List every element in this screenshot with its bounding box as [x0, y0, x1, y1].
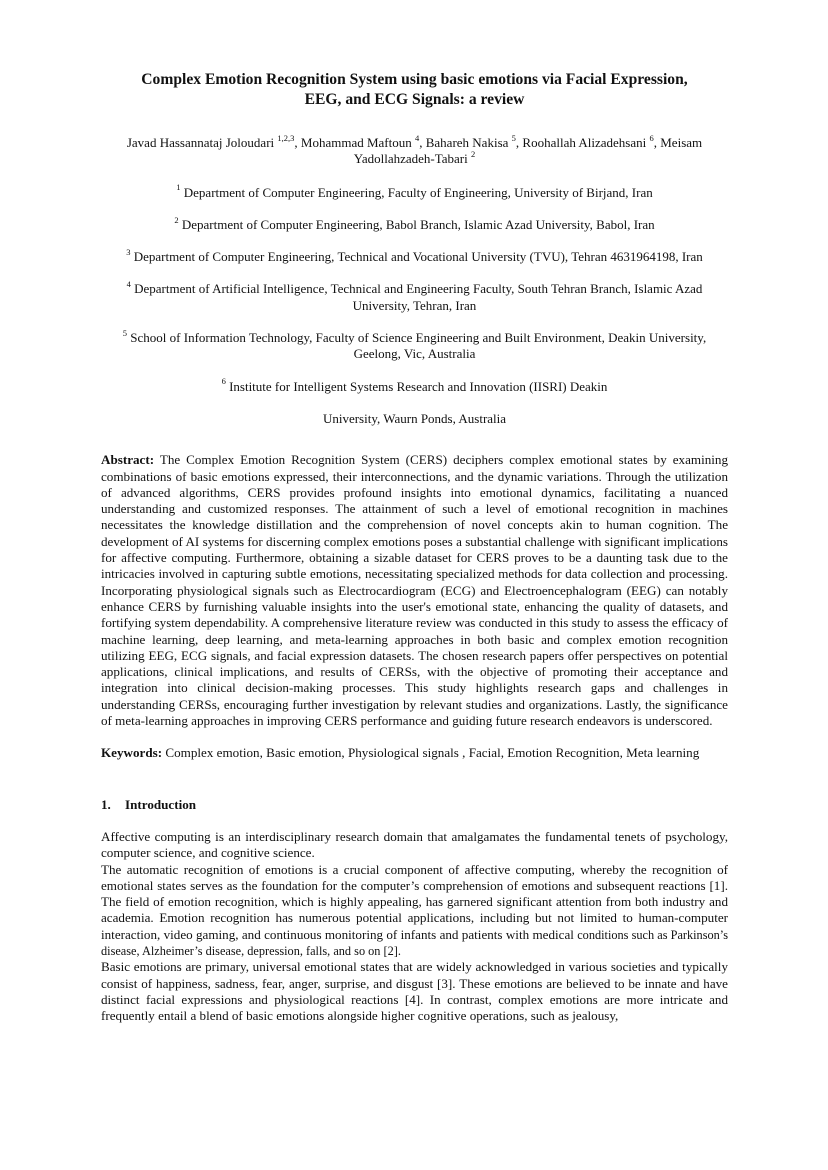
- abstract: [101, 452, 728, 729]
- affiliation: $^6$ Institute for Intelligent Systems Research and Innovation (IISRI) Deakin: [221, 376, 608, 394]
- keywords-text: Complex emotion, Basic emotion, Physiological signals , Facial, Emotion Recognition, Meta learning: [165, 745, 700, 761]
- affiliation: $^1$ Department of Computer Engineering, Faculty of Engineering, University of Birjand, Iran: [176, 182, 653, 200]
- section-heading: [101, 797, 728, 813]
- author: Bahareh Nakisa $^5$,: [425, 132, 523, 150]
- author: Javad Hassannataj Joloudari $^{1,2,3}$,: [126, 132, 301, 150]
- intro-paragraph: The automatic recognition of emotions is a crucial component of affective computing, whereby the recognition of emotional states serves as the foundation for the computer’s comprehension of emotions and subsequent reactions [1]. The field of emotion recognition, which is highly appealing, has garnered significant attention from both industry and academia. Emotion recognition has numerous potential applications, including but not limited to human-computer interaction, video gaming, and continuous monitoring of infants and patients with medical conditions such as Parkinson’s disease, Alzheimer’s disease, depression, falls, and so on [2].: [101, 861, 728, 958]
- section-number: 1.: [101, 796, 111, 812]
- paper-title: Complex Emotion Recognition System using basic emotions via Facial Expression, EEG, and ECG Signals: a review: [141, 71, 688, 108]
- affiliation: $^5$ School of Information Technology, Faculty of Science Engineering and Built Environment, Deakin University, Geelong, Vic, Australia: [122, 327, 707, 362]
- abstract-text: The Complex Emotion Recognition System (CERS) deciphers complex emotional states by examining combinations of basic emotions expressed, their interconnections, and the dynamic variations. Through the utilization of advanced algorithms, CERS provides profound insights into emotional dynamics, facilitating a nuanced understanding and customized responses. The attainment of such a level of emotional recognition in machines necessitates the knowledge distillation and the comprehension of novel concepts akin to human cognition. The development of AI systems for discerning complex emotions poses a substantial challenge with significant implications for affective computing. Furthermore, obtaining a sizable dataset for CERS proves to be a daunting task due to the intricacies involved in capturing subtle emotions, necessitating specialized methods for data collection and processing. Incorporating physiological signals such as Electrocardiogram (ECG) and Electroencephalogram (EEG) can notably enhance CERS by furnishing valuable insights into the user's emotional state, enhancing the quality of datasets, and fortifying system dependability. A comprehensive literature review was conducted in this study to assess the efficacy of machine learning, deep learning, and meta-learning approaches in both basic and complex emotion recognition utilizing EEG, ECG signals, and facial expression datasets. The chosen research papers offer perspectives on potential applications, clinical implications, and results of CERSs, with the objective of promoting their acceptance and integration into clinical decision-making processes. This study highlights research gaps and challenges in understanding CERSs, encouraging further investigation by relevant studies and organizations. Lastly, the significance of meta-learning approaches in improving CERS performance and guiding future research endeavors is underscored.: [101, 452, 728, 729]
- abstract-label: Abstract:: [101, 452, 155, 468]
- keywords-label: Keywords:: [101, 745, 163, 761]
- affiliation: $^4$ Department of Artificial Intelligence, Technical and Engineering Faculty, South Tehran Branch, Islamic Azad University, Tehran, Iran: [126, 279, 703, 313]
- author: Meisam Yadollahzadeh-Tabari $^2$: [353, 135, 703, 167]
- affiliation: University, Waurn Ponds, Australia: [322, 410, 507, 426]
- section-title: Introduction: [125, 796, 197, 812]
- affiliation: $^2$ Department of Computer Engineering, Babol Branch, Islamic Azad University, Babol, Iran: [174, 214, 655, 232]
- intro-paragraph: Basic emotions are primary, universal emotional states that are widely acknowledged in various societies and typically consist of happiness, sadness, fear, anger, surprise, and disgust [3]. These emotions are believed to be innate and have distinct facial expressions and physiological reactions [4]. In contrast, complex emotions are more intricate and frequently entail a blend of basic emotions alongside higher cognitive operations, such as jealousy,: [101, 959, 728, 1024]
- intro-paragraph: Affective computing is an interdisciplinary research domain that amalgamates the fundamental tenets of psychology, computer science, and cognitive science.: [101, 828, 728, 861]
- keywords: [101, 745, 728, 761]
- author-list: [101, 132, 728, 168]
- author: Mohammad Maftoun $^4$,: [300, 132, 426, 150]
- affiliation: $^3$ Department of Computer Engineering, Technical and Vocational University (TVU), Tehran 4631964198, Iran: [126, 246, 703, 265]
- author: Roohallah Alizadehsani $^6$,: [522, 132, 661, 150]
